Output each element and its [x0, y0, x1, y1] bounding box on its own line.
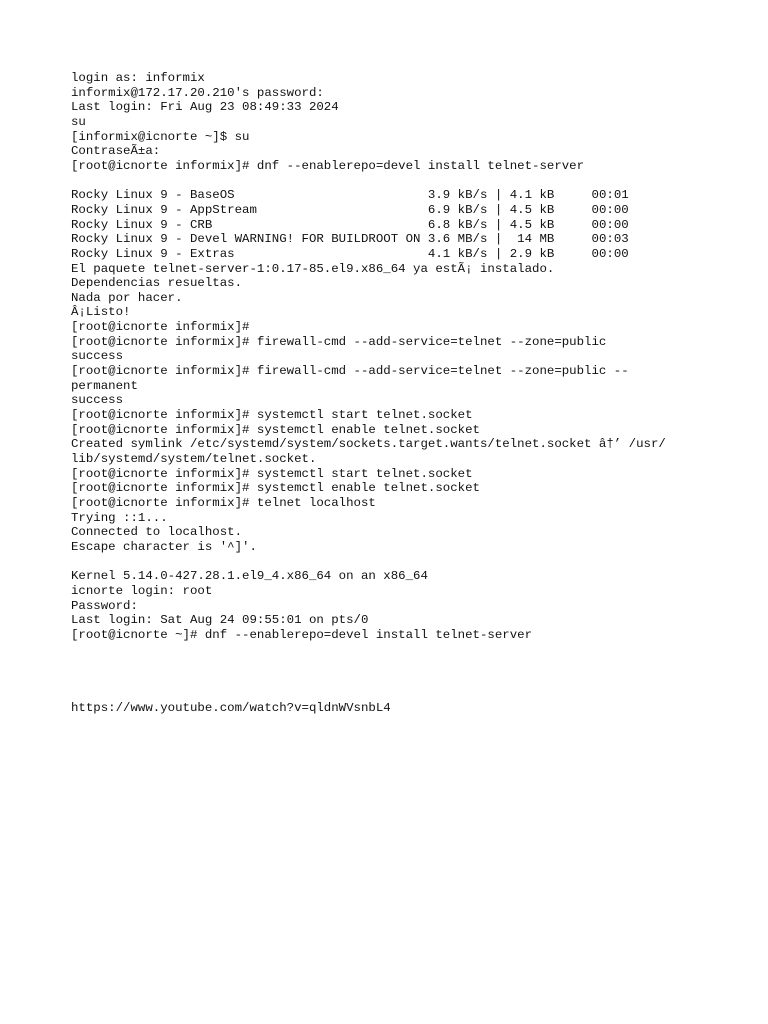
- log-line: [root@icnorte ~]# dnf --enablerepo=devel install telnet-server: [71, 627, 533, 642]
- log-line: Dependencias resueltas.: [71, 276, 243, 291]
- repo-name: Rocky Linux 9 - CRB: [71, 217, 213, 232]
- repo-time: 00:00: [591, 202, 629, 217]
- repo-speed: 3.6 MB/s: [427, 232, 488, 247]
- log-line: success: [71, 349, 124, 364]
- log-line: Kernel 5.14.0-427.28.1.el9_4.x86_64 on an x86_64: [71, 569, 428, 584]
- terminal-log: [71, 71, 666, 716]
- column-spacer: [420, 232, 427, 246]
- log-line: Nada por hacer.: [71, 290, 183, 305]
- repo-row: [71, 247, 666, 262]
- repo-time: 00:00: [591, 246, 629, 261]
- column-spacer: [212, 218, 428, 232]
- column-spacer: [257, 203, 428, 217]
- log-line: Escape character is '^]'.: [71, 539, 257, 554]
- log-line: success: [71, 393, 124, 408]
- repo-row: [71, 188, 666, 203]
- blank-line: [71, 174, 666, 189]
- repo-name: Rocky Linux 9 - Devel WARNING! FOR BUILDROOT ON: [71, 232, 421, 247]
- session-end-block: [71, 569, 666, 642]
- repo-table: [71, 188, 666, 261]
- repo-size: 4.5 kB: [509, 217, 555, 232]
- repo-speed: 6.9 kB/s: [427, 202, 488, 217]
- log-line: Last login: Fri Aug 23 08:49:33 2024: [71, 100, 339, 115]
- column-spacer: [554, 232, 591, 246]
- log-line: Last login: Sat Aug 24 09:55:01 on pts/0: [71, 613, 369, 628]
- column-spacer: [554, 203, 591, 217]
- column-spacer: [554, 247, 591, 261]
- spacer: [71, 643, 666, 702]
- column-spacer: |: [487, 246, 510, 261]
- repo-row: [71, 232, 666, 247]
- log-line: [root@icnorte informix]# systemctl enable telnet.socket: [71, 481, 480, 496]
- repo-speed: 6.8 kB/s: [427, 217, 488, 232]
- log-line: [root@icnorte informix]# systemctl start telnet.socket: [71, 466, 473, 481]
- log-line: Trying ::1...: [71, 510, 168, 525]
- column-spacer: |: [487, 202, 510, 217]
- log-line: [root@icnorte informix]# telnet localhost: [71, 496, 376, 511]
- column-spacer: |: [487, 232, 510, 247]
- log-line: [root@icnorte informix]#: [71, 320, 250, 335]
- youtube-url-link[interactable]: https://www.youtube.com/watch?v=qldnWVsnbL4: [71, 701, 391, 716]
- log-line: [root@icnorte informix]# systemctl enable telnet.socket: [71, 422, 480, 437]
- log-line: lib/systemd/system/telnet.socket.: [71, 452, 317, 467]
- repo-size: 14 MB: [509, 232, 555, 247]
- log-line: ContraseÃ±a:: [71, 144, 161, 159]
- log-line: Password:: [71, 598, 138, 613]
- repo-speed: 3.9 kB/s: [427, 188, 488, 203]
- repo-size: 4.5 kB: [509, 202, 555, 217]
- repo-size: 4.1 kB: [509, 188, 555, 203]
- log-line: login as: informix: [71, 71, 205, 85]
- repo-size: 2.9 kB: [509, 246, 555, 261]
- session-middle-block: [71, 262, 666, 555]
- repo-speed: 4.1 kB/s: [427, 246, 488, 261]
- log-line: [root@icnorte informix]# systemctl start telnet.socket: [71, 408, 473, 423]
- repo-time: 00:00: [591, 217, 629, 232]
- column-spacer: [235, 188, 428, 202]
- log-line: [informix@icnorte ~]$ su: [71, 129, 250, 144]
- column-spacer: [554, 218, 591, 232]
- column-spacer: [235, 247, 428, 261]
- repo-name: Rocky Linux 9 - AppStream: [71, 202, 257, 217]
- repo-time: 00:03: [591, 232, 629, 247]
- log-line: Connected to localhost.: [71, 525, 243, 540]
- repo-name: Rocky Linux 9 - BaseOS: [71, 188, 235, 203]
- log-line: icnorte login: root: [71, 583, 213, 598]
- repo-name: Rocky Linux 9 - Extras: [71, 246, 235, 261]
- log-line: [root@icnorte informix]# firewall-cmd --add-service=telnet --zone=public --: [71, 364, 629, 379]
- log-line: su: [71, 114, 86, 129]
- log-line: [root@icnorte informix]# dnf --enablerepo=devel install telnet-server: [71, 158, 585, 173]
- repo-time: 00:01: [591, 188, 629, 203]
- log-line: El paquete telnet-server-1:0.17-85.el9.x86_64 ya estÃ¡ instalado.: [71, 261, 555, 276]
- column-spacer: |: [487, 188, 510, 203]
- log-line: Created symlink /etc/systemd/system/sockets.target.wants/telnet.socket â†’ /usr/: [71, 437, 666, 452]
- session-start-block: [71, 71, 666, 174]
- column-spacer: [554, 188, 591, 202]
- log-line: informix@172.17.20.210's password:: [71, 85, 324, 100]
- log-line: permanent: [71, 378, 138, 393]
- column-spacer: |: [487, 217, 510, 232]
- repo-row: [71, 218, 666, 233]
- repo-row: [71, 203, 666, 218]
- blank-line: [71, 555, 666, 570]
- log-line: Â¡Listo!: [71, 305, 131, 320]
- log-line: [root@icnorte informix]# firewall-cmd --add-service=telnet --zone=public: [71, 334, 607, 349]
